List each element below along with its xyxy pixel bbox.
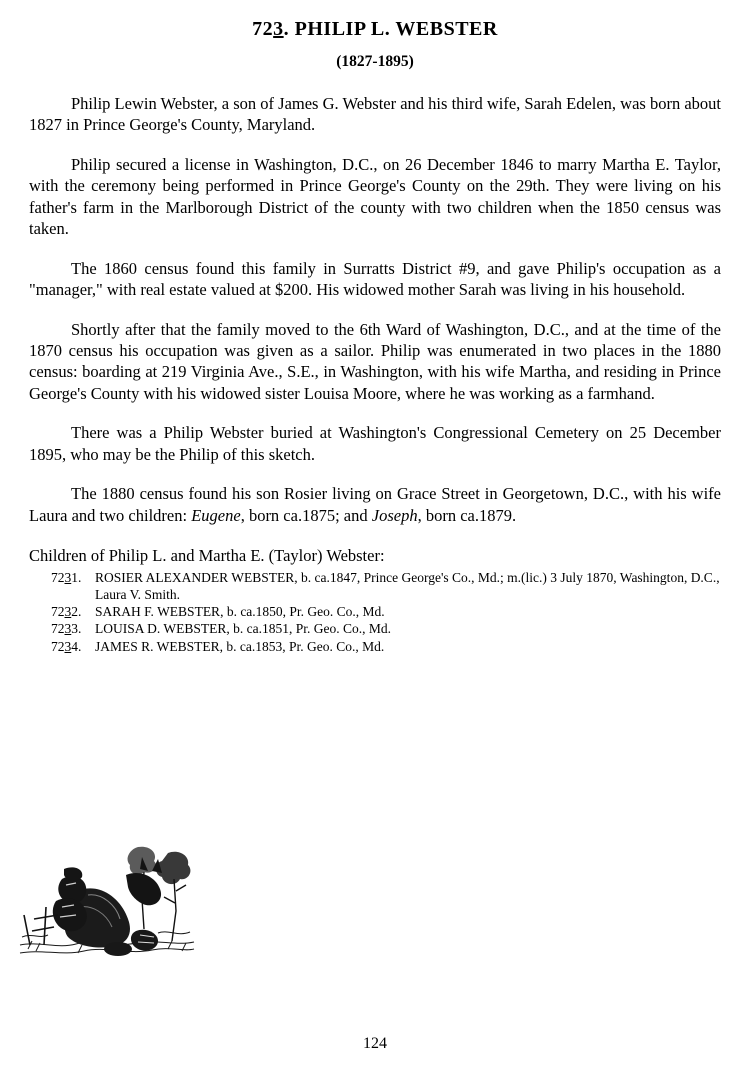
child-number-prefix: 72 — [51, 638, 65, 654]
title-number-underlined: 3 — [273, 18, 284, 40]
child-name-eugene: Eugene — [191, 505, 241, 525]
list-item — [51, 569, 721, 603]
paragraph-1: Philip Lewin Webster, a son of James G. Webster and his third wife, Sarah Edelen, was born about 1827 in Prince George's County, Maryland. — [29, 94, 721, 135]
title-name: PHILIP L. WEBSTER — [294, 18, 498, 40]
paragraph-3: The 1860 census found this family in Surratts District #9, and gave Philip's occupation as a "manager," with real estate valued at $200. His widowed mother Sarah was living in his household. — [29, 258, 721, 300]
paragraph-6-lead: The 1880 census found his son Rosier living on Grace Street in Georgetown, D.C., with his wife Laura and two children: — [29, 484, 721, 525]
child-text: LOUISA D. WEBSTER, b. ca.1851, Pr. Geo. Co., Md. — [95, 621, 391, 637]
child-number-prefix: 72 — [51, 604, 65, 620]
child-number — [51, 620, 95, 637]
child-number-suffix: 4. — [71, 638, 82, 654]
child-number — [51, 603, 95, 620]
child-text: SARAH F. WEBSTER, b. ca.1850, Pr. Geo. Co., Md. — [95, 604, 385, 620]
list-item — [51, 638, 721, 655]
paragraph-6 — [29, 483, 721, 526]
title-number-suffix: . — [283, 18, 290, 40]
child-number-underlined: 3 — [64, 604, 72, 620]
child-text: ROSIER ALEXANDER WEBSTER, b. ca.1847, Prince George's Co., Md.; m.(lic.) 3 July 1870, Washington, D.C., Laura V. Smith. — [95, 570, 720, 603]
page-title — [22, 18, 728, 41]
child-name-joseph: Joseph — [371, 505, 418, 525]
child-number-suffix: 3. — [71, 621, 82, 637]
children-list — [29, 569, 721, 655]
engraving-farm-scene-image — [18, 845, 196, 967]
child-number-underlined: 3 — [64, 638, 72, 654]
child-number-suffix: 1. — [71, 570, 82, 585]
paragraph-4: Shortly after that the family moved to the 6th Ward of Washington, D.C., and at the time of the 1870 census his occupation was given as a sailor. Philip was enumerated in two places in the 1880 census: boarding at 219 Virginia Ave., S.E., in Washington, with his wife Martha, and residing in Prince George's County with his widowed sister Louisa Moore, where he was working as a farmhand. — [29, 319, 721, 403]
child-number-prefix: 72 — [51, 621, 65, 637]
paragraph-6-mid: , born ca.1875; and — [240, 505, 372, 525]
child-number — [51, 569, 95, 586]
paragraph-6-tail: , born ca.1879. — [417, 505, 517, 525]
life-dates: (1827-1895) — [336, 53, 414, 70]
paragraph-2: Philip secured a license in Washington, D.C., on 26 December 1846 to marry Martha E. Taylor, with the ceremony being performed in Prince George's County on the 29th. They were living on his father's farm in the Marlborough District of the county with two children when the 1850 census was taken. — [29, 154, 721, 239]
child-number-prefix: 72 — [51, 570, 65, 585]
child-number-suffix: 2. — [71, 604, 82, 620]
page-number: 124 — [363, 1035, 387, 1052]
children-heading: Children of Philip L. and Martha E. (Taylor) Webster: — [29, 546, 385, 565]
list-item — [51, 603, 721, 620]
body-text — [29, 93, 721, 655]
title-number-prefix: 72 — [252, 18, 274, 40]
child-text: JAMES R. WEBSTER, b. ca.1853, Pr. Geo. Co., Md. — [95, 638, 385, 654]
list-item — [51, 620, 721, 637]
child-number-underlined: 3 — [64, 621, 72, 637]
child-number-underlined: 3 — [64, 570, 72, 585]
child-number — [51, 638, 95, 655]
paragraph-5: There was a Philip Webster buried at Washington's Congressional Cemetery on 25 December 1895, who may be the Philip of this sketch. — [29, 423, 721, 464]
